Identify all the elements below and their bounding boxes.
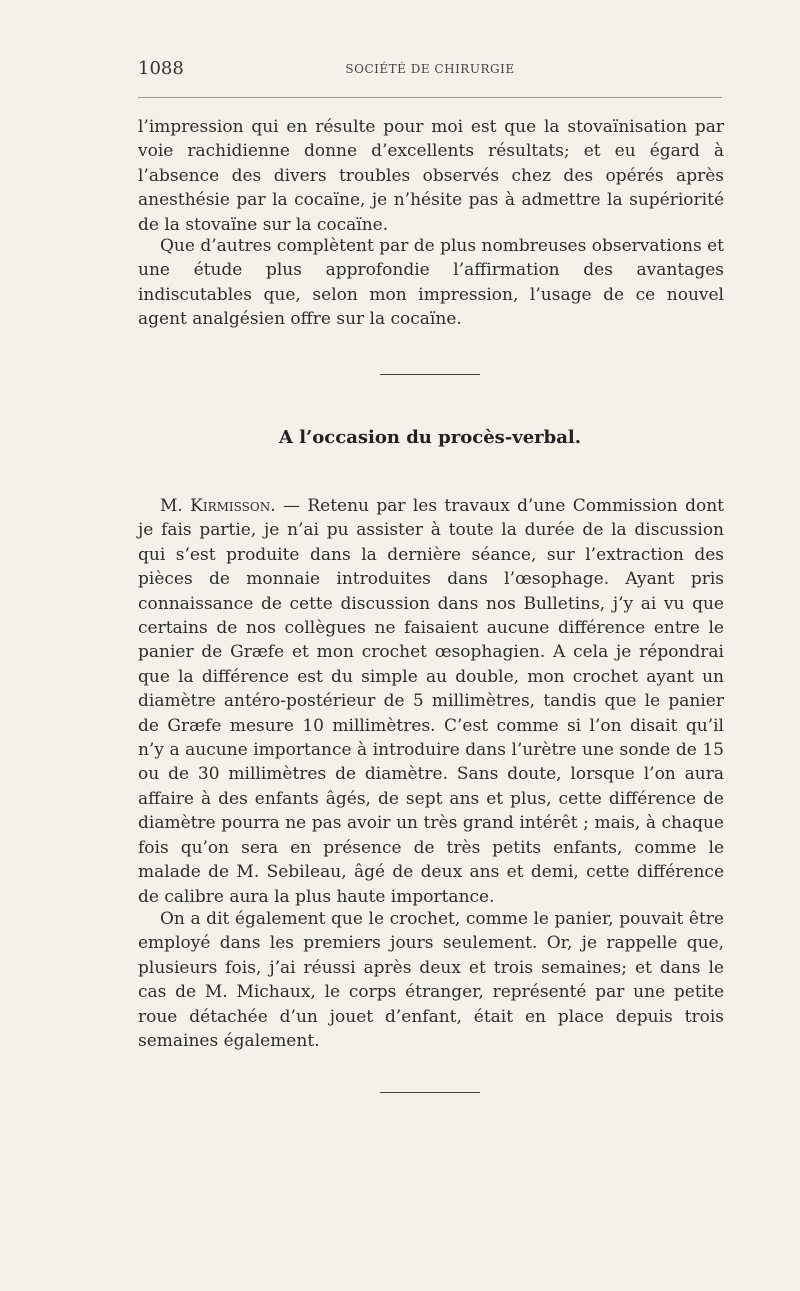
paragraph-2	[138, 234, 724, 332]
running-title: SOCIÉTÉ DE CHIRURGIE	[345, 62, 515, 76]
paragraph-2-text: Que d’autres complètent par de plus nombreuses observations et une étude plus approfondie l’affirmation des avantages indiscutables que, selon mon impression, l’usage de ce nouvel agent analgésien offre sur la cocaïne.	[138, 236, 724, 330]
paragraph-1	[138, 115, 724, 237]
speaker-name: M. Kirmisson.	[160, 496, 276, 516]
paragraph-3	[138, 494, 724, 909]
paragraph-3-text	[138, 494, 724, 909]
page-header	[138, 58, 722, 82]
section-title: A l’occasion du procès-verbal.	[278, 427, 582, 448]
header-rule	[138, 97, 722, 98]
page-number: 1088	[138, 58, 184, 79]
paragraph-1-text: l’impression qui en résulte pour moi est que la stovaïnisation par voie rachidienne donne d’excellents résultats; et eu égard à l’absence des divers troubles observés chez des opérés après anesthésie par la cocaïne, je n’hésite pas à admettre la supériorité de la stovaïne sur la cocaïne.	[138, 117, 724, 235]
section-separator-rule	[380, 374, 480, 375]
paragraph-3-body: — Retenu par les travaux d’une Commission dont je fais partie, je n’ai pu assister à toute la durée de la discussion qui s’est produite dans la dernière séance, sur l’extraction des pièces de monnaie introduites dans l’œsophage. Ayant pris connaissance de cette discussion dans nos Bulletins, j’y ai vu que certains de nos collègues ne faisaient aucune différence entre le panier de Græfe et mon crochet œsophagien. A cela je répondrai que la différence est du simple au double, mon crochet ayant un diamètre antéro-postérieur de 5 millimètres, tandis que le panier de Græfe mesure 10 millimètres. C’est comme si l’on disait qu’il n’y a aucune importance à introduire dans l’urètre une sonde de 15 ou de 30 millimètres de diamètre. Sans doute, lorsque l’on aura affaire à des enfants âgés, de sept ans et plus, cette différence de diamètre pourra ne pas avoir un très grand intérêt ; mais, à chaque fois qu’on sera en présence de très petits enfants, comme le malade de M. Sebileau, âgé de deux ans et demi, cette différence de calibre aura la plus haute importance.	[138, 496, 724, 907]
paragraph-4	[138, 907, 724, 1053]
end-separator-rule	[380, 1092, 480, 1093]
paragraph-4-text: On a dit également que le crochet, comme le panier, pouvait être employé dans les premiers jours seulement. Or, je rappelle que, plusieurs fois, j’ai réussi après deux et trois semaines; et dans le cas de M. Michaux, le corps étranger, représenté par une petite roue détachée d’un jouet d’enfant, était en place depuis trois semaines également.	[138, 909, 724, 1052]
